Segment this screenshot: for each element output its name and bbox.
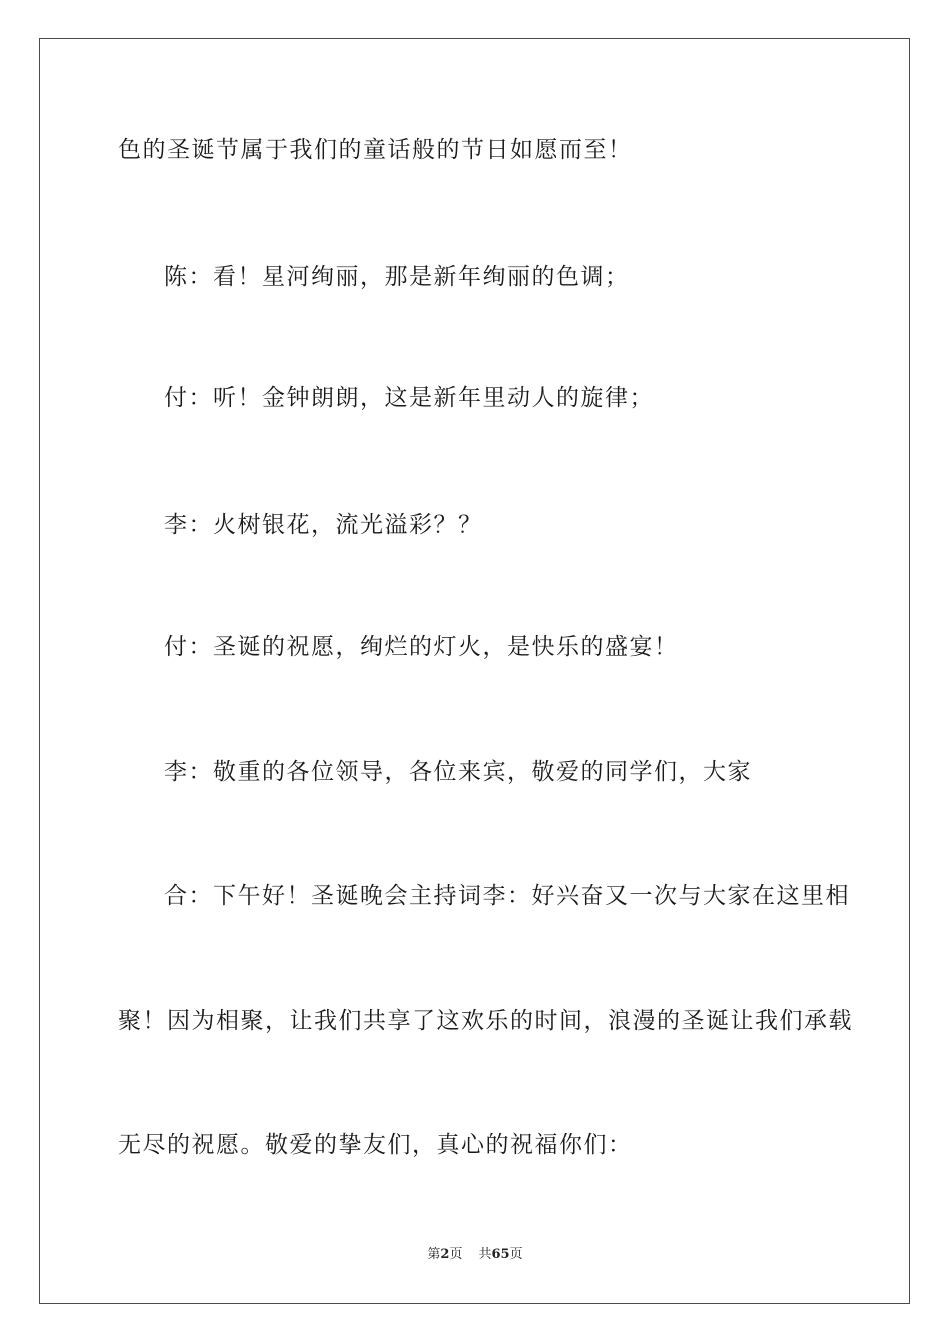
text-line-6: 李：敬重的各位领导，各位来宾，敬爱的同学们，大家 — [164, 759, 752, 785]
page-border — [39, 38, 910, 1304]
page-suffix: 页 — [449, 1247, 463, 1262]
text-line-5: 付：圣诞的祝愿，绚烂的灯火，是快乐的盛宴！ — [164, 634, 679, 660]
text-line-8: 聚！因为相聚，让我们共享了这欢乐的时间，浪漫的圣诞让我们承载 — [118, 1008, 853, 1034]
page-prefix: 第 — [427, 1247, 441, 1262]
total-suffix: 页 — [509, 1247, 523, 1262]
page-number: 2 — [440, 1247, 450, 1262]
text-line-4: 李：火树银花，流光溢彩？？ — [164, 512, 483, 538]
text-line-3: 付：听！金钟朗朗，这是新年里动人的旋律； — [164, 385, 654, 411]
text-line-7: 合：下午好！圣诞晚会主持词李：好兴奋又一次与大家在这里相 — [164, 883, 850, 909]
text-line-9: 无尽的祝愿。敬爱的挚友们，真心的祝福你们： — [118, 1132, 633, 1158]
page-footer — [0, 1246, 950, 1264]
total-pages: 65 — [491, 1247, 510, 1262]
text-line-1: 色的圣诞节属于我们的童话般的节日如愿而至！ — [118, 137, 633, 163]
text-line-2: 陈：看！星河绚丽，那是新年绚丽的色调； — [164, 264, 630, 290]
total-prefix: 共 — [478, 1247, 492, 1262]
